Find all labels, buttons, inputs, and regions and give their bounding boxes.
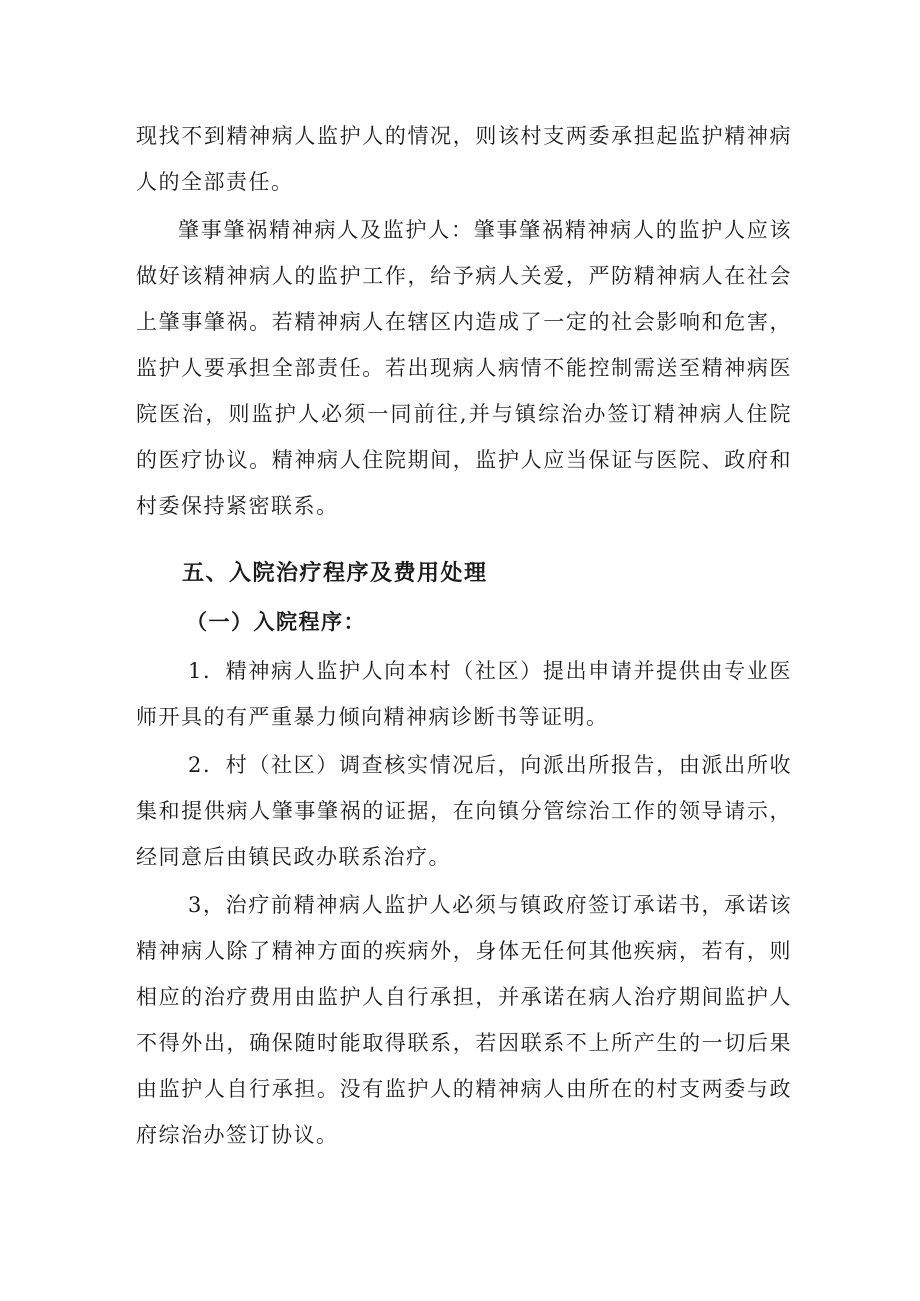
step-3-paragraph: 3，治疗前精神病人监护人必须与镇政府签订承诺书，承诺该精神病人除了精神方面的疾病外，身体无任何其他疾病，若有，则相应的治疗费用由监护人自行承担，并承诺在病人治疗期间监护人不得外出，确保随时能取得联系，若因联系不上所产生的一切后果由监护人自行承担。没有监护人的精神病人由所在的村支两委与政府综治办签订协议。 bbox=[136, 893, 792, 1147]
step-1-paragraph: 1．精神病人监护人向本村（社区）提出申请并提供由专业医师开具的有严重暴力倾向精神病诊断书等证明。 bbox=[136, 659, 792, 729]
paragraph-continuation: 现找不到精神病人监护人的情况，则该村支两委承担起监护精神病人的全部责任。 bbox=[136, 124, 792, 194]
paragraph-troublemaker-guardian: 肇事肇祸精神病人及监护人：肇事肇祸精神病人的监护人应该做好该精神病人的监护工作，给予病人关爱，严防精神病人在社会上肇事肇祸。若精神病人在辖区内造成了一定的社会影响和危害，监护人要承担全部责任。若出现病人病情不能控制需送至精神病医院医治，则监护人必须一同前往,并与镇综治办签订精神病人住院的医疗协议。精神病人住院期间，监护人应当保证与医院、政府和村委保持紧密联系。 bbox=[136, 218, 792, 518]
section-heading: 五、入院治疗程序及费用处理 bbox=[182, 561, 488, 586]
subsection-heading: （一）入院程序： bbox=[186, 609, 366, 634]
step-2-paragraph: 2．村（社区）调查核实情况后，向派出所报告，由派出所收集和提供病人肇事肇祸的证据，在向镇分管综治工作的领导请示，经同意后由镇民政办联系治疗。 bbox=[136, 753, 792, 869]
